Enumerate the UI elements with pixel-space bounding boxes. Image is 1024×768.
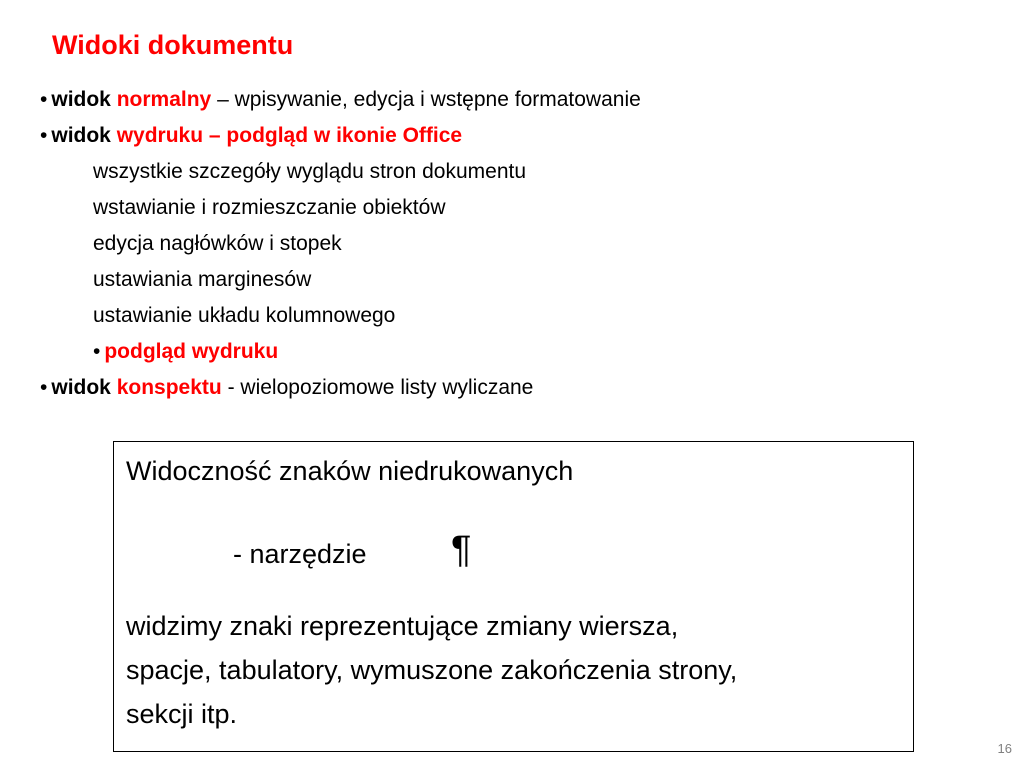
- bullet-icon: •: [40, 124, 48, 147]
- sub-item: edycja nagłówków i stopek: [93, 232, 342, 255]
- item-accent: normalny: [116, 88, 212, 111]
- list-item-normal-view: [40, 88, 641, 112]
- item-label: widok: [51, 376, 111, 399]
- sub-item-print-preview: [93, 340, 278, 364]
- slide-title: Widoki dokumentu: [52, 30, 294, 60]
- item-description: – wpisywanie, edycja i wstępne formatowanie: [211, 88, 641, 111]
- tool-label: - narzędzie: [233, 539, 367, 569]
- box-heading: Widoczność znaków niedrukowanych: [126, 456, 574, 486]
- bullet-icon: •: [40, 88, 48, 111]
- item-label: widok: [51, 88, 111, 111]
- print-preview-label: podgląd wydruku: [104, 340, 279, 363]
- description-line: sekcji itp.: [126, 699, 238, 729]
- sub-item: wszystkie szczegóły wyglądu stron dokumentu: [93, 160, 527, 183]
- sub-item: wstawianie i rozmieszczanie obiektów: [93, 196, 446, 219]
- list-item-print-view: [40, 124, 462, 148]
- bullet-icon: •: [93, 340, 101, 363]
- description-line: spacje, tabulatory, wymuszone zakończenia strony,: [126, 655, 738, 685]
- item-accent: konspektu: [116, 376, 222, 399]
- nonprinting-characters-box: [113, 441, 914, 752]
- item-accent: wydruku – podgląd w ikonie Office: [116, 124, 463, 147]
- bullet-icon: •: [40, 376, 48, 399]
- description-line: widzimy znaki reprezentujące zmiany wiersza,: [126, 611, 679, 641]
- item-description: - wielopoziomowe listy wyliczane: [221, 376, 534, 399]
- item-label: widok: [51, 124, 111, 147]
- sub-item: ustawianie układu kolumnowego: [93, 304, 396, 327]
- sub-item: ustawiania marginesów: [93, 268, 312, 291]
- pilcrow-icon: ¶: [451, 529, 472, 571]
- list-item-outline-view: [40, 376, 533, 400]
- page-number: 16: [997, 741, 1012, 756]
